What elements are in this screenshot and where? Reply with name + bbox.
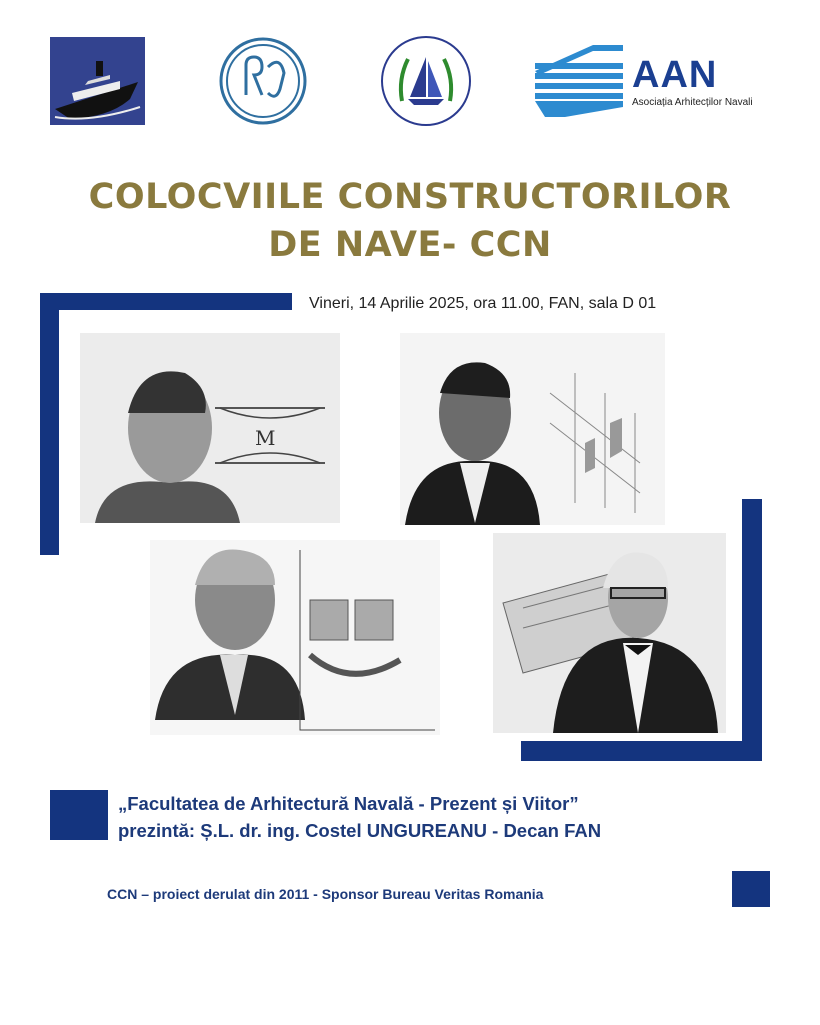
airg-logo — [218, 37, 308, 125]
title-line-1: COLOCVIILE CONSTRUCTORILOR — [88, 177, 732, 217]
frame-bar-top — [40, 293, 292, 310]
airg-monogram-icon — [218, 37, 308, 125]
portrait-beam-illustration — [80, 333, 340, 523]
title-line-2: DE NAVE- CCN — [268, 225, 552, 265]
portrait-panel-4 — [493, 533, 726, 733]
aan-logo-subtitle: Asociația Arhitecților Navali — [632, 97, 753, 108]
portrait-hull-illustration — [493, 533, 726, 733]
frame-bar-right — [742, 499, 762, 761]
accent-square-right — [732, 871, 770, 907]
portrait-panel-2 — [400, 333, 665, 525]
svg-text:M: M — [255, 426, 276, 450]
aan-mark-logo — [535, 45, 623, 117]
talk-presenter: prezintă: Ș.L. dr. ing. Costel UNGUREANU - Decan FAN — [118, 820, 602, 841]
talk-title: „Facultatea de Arhitectură Navală - Prezent și Viitor” — [118, 793, 579, 814]
footer-text: CCN – proiect derulat din 2011 - Sponsor Bureau Veritas Romania — [107, 886, 544, 902]
aan-logo-text: AAN — [632, 54, 718, 96]
portrait-engine-illustration — [150, 540, 440, 735]
page-title — [0, 173, 820, 269]
aan-stripes-icon — [535, 45, 623, 117]
university-logo — [378, 35, 474, 127]
talk-block — [118, 790, 778, 844]
portrait-panel-1 — [80, 333, 340, 523]
frame-bar-left — [40, 293, 59, 555]
accent-square-left — [50, 790, 108, 840]
ship-logo — [50, 37, 145, 125]
portrait-panel-3 — [150, 540, 440, 735]
frame-bar-bottom — [521, 741, 762, 761]
sailboat-seal-icon — [378, 35, 474, 127]
event-date: Vineri, 14 Aprilie 2025, ora 11.00, FAN, sala D 01 — [309, 295, 657, 312]
ship-icon — [50, 37, 145, 125]
portrait-grid-illustration — [400, 333, 665, 525]
